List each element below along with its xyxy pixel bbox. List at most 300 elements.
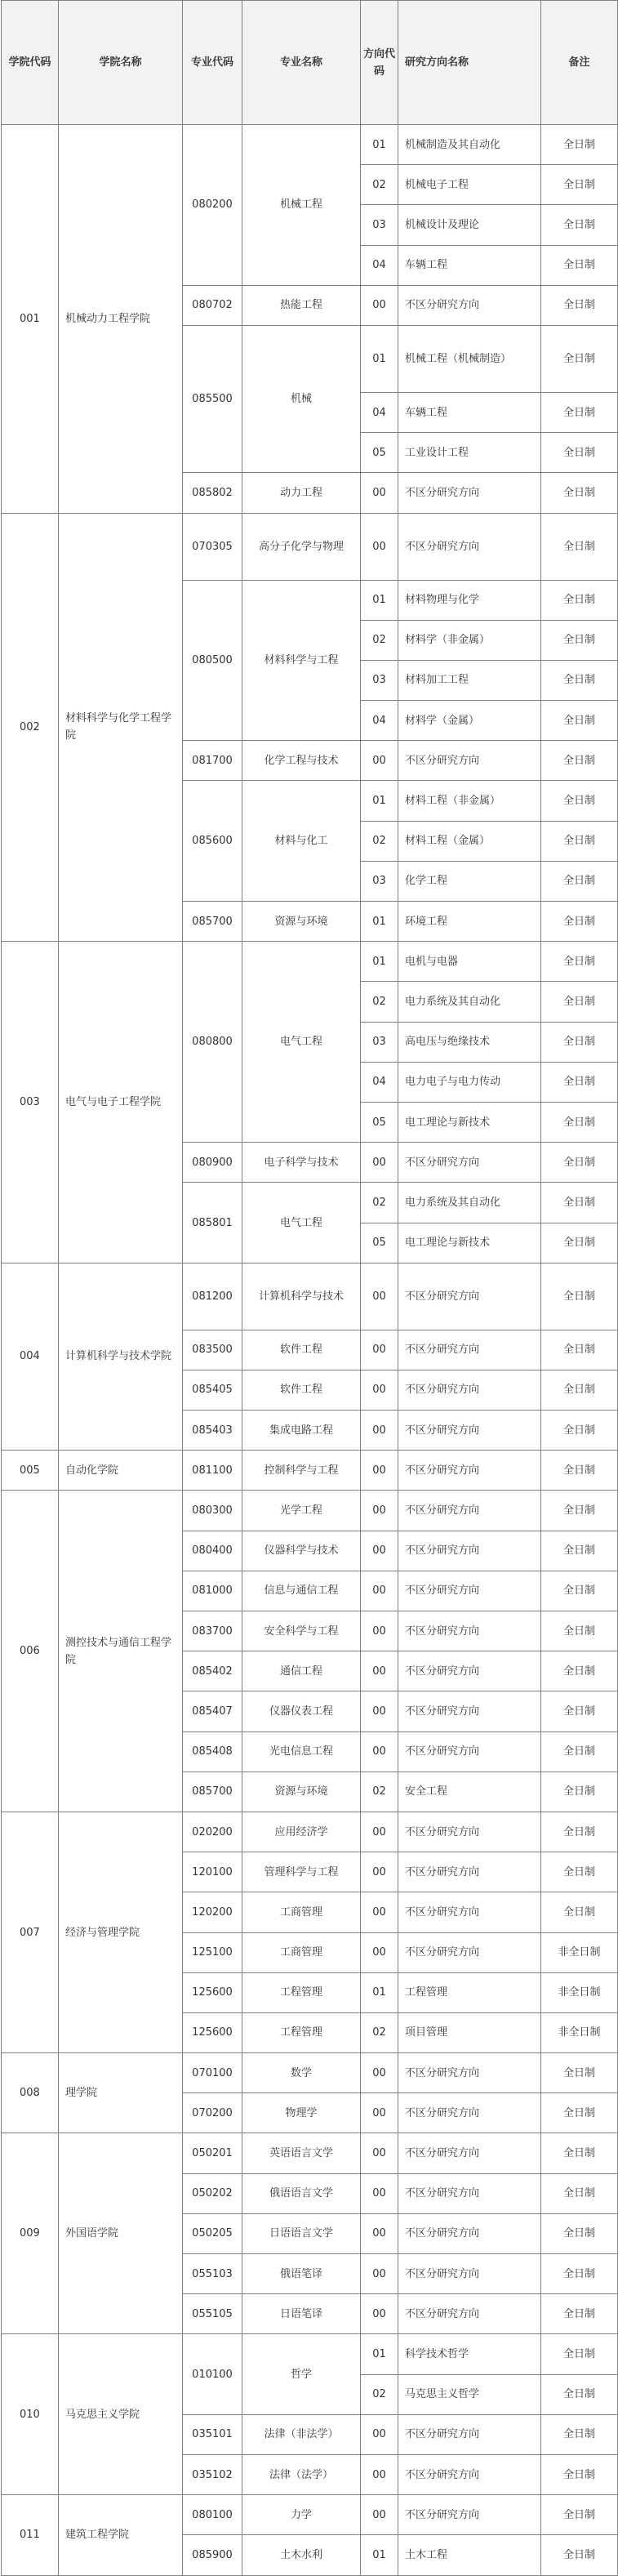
college-code: 010 xyxy=(2,2334,59,2495)
major-code: 080800 xyxy=(183,942,242,1143)
note: 全日制 xyxy=(541,125,618,165)
direction-name: 不区分研究方向 xyxy=(398,1731,541,1772)
college-name: 测控技术与通信工程学院 xyxy=(59,1491,183,1812)
direction-name: 材料学（非金属） xyxy=(398,620,541,660)
college-name: 计算机科学与技术学院 xyxy=(59,1263,183,1451)
note: 非全日制 xyxy=(541,2012,618,2052)
note: 全日制 xyxy=(541,1451,618,1491)
direction-name: 不区分研究方向 xyxy=(398,741,541,781)
direction-code: 00 xyxy=(361,2414,398,2454)
header-major-code: 专业代码 xyxy=(183,1,242,125)
major-name: 电气工程 xyxy=(242,1183,361,1263)
direction-name: 不区分研究方向 xyxy=(398,1571,541,1611)
note: 全日制 xyxy=(541,1330,618,1370)
direction-code: 03 xyxy=(361,205,398,245)
direction-name: 工业设计工程 xyxy=(398,433,541,473)
note: 全日制 xyxy=(541,1102,618,1142)
direction-code: 00 xyxy=(361,1611,398,1651)
direction-code: 02 xyxy=(361,2012,398,2052)
major-code: 085700 xyxy=(183,1772,242,1812)
direction-name: 电工理论与新技术 xyxy=(398,1102,541,1142)
table-row xyxy=(2,513,618,580)
major-code: 120200 xyxy=(183,1892,242,1932)
direction-code: 05 xyxy=(361,433,398,473)
college-code: 009 xyxy=(2,2133,59,2334)
major-name: 电子科学与技术 xyxy=(242,1143,361,1183)
direction-code: 00 xyxy=(361,285,398,325)
direction-code: 00 xyxy=(361,1330,398,1370)
major-name: 土木水利 xyxy=(242,2535,361,2575)
direction-name: 电工理论与新技术 xyxy=(398,1223,541,1263)
table-row xyxy=(2,1812,618,1852)
major-code: 070100 xyxy=(183,2053,242,2093)
major-name: 安全科学与工程 xyxy=(242,1611,361,1651)
major-name: 力学 xyxy=(242,2495,361,2535)
direction-name: 不区分研究方向 xyxy=(398,1651,541,1691)
direction-name: 不区分研究方向 xyxy=(398,2414,541,2454)
note: 全日制 xyxy=(541,2374,618,2414)
direction-name: 不区分研究方向 xyxy=(398,1531,541,1571)
note: 全日制 xyxy=(541,1772,618,1812)
direction-code: 02 xyxy=(361,2374,398,2414)
major-code: 085500 xyxy=(183,325,242,472)
major-name: 物理学 xyxy=(242,2093,361,2133)
direction-code: 00 xyxy=(361,1571,398,1611)
major-name: 机械 xyxy=(242,325,361,472)
major-name: 资源与环境 xyxy=(242,1772,361,1812)
note: 全日制 xyxy=(541,781,618,821)
direction-code: 02 xyxy=(361,165,398,205)
major-name: 软件工程 xyxy=(242,1330,361,1370)
direction-code: 04 xyxy=(361,1062,398,1102)
direction-code: 00 xyxy=(361,1932,398,1972)
note: 全日制 xyxy=(541,660,618,700)
major-code: 070305 xyxy=(183,513,242,580)
direction-code: 04 xyxy=(361,392,398,432)
note: 全日制 xyxy=(541,1062,618,1102)
major-code: 080100 xyxy=(183,2495,242,2535)
table-row xyxy=(2,2495,618,2535)
college-name: 外国语学院 xyxy=(59,2133,183,2334)
direction-name: 机械电子工程 xyxy=(398,165,541,205)
major-name: 工程管理 xyxy=(242,1972,361,2012)
major-code: 125600 xyxy=(183,1972,242,2012)
note: 全日制 xyxy=(541,2414,618,2454)
direction-code: 00 xyxy=(361,1491,398,1531)
header-college-name: 学院名称 xyxy=(59,1,183,125)
direction-name: 高电压与绝缘技术 xyxy=(398,1022,541,1062)
major-name: 仪器科学与技术 xyxy=(242,1531,361,1571)
note: 全日制 xyxy=(541,1731,618,1772)
note: 全日制 xyxy=(541,2334,618,2374)
note: 全日制 xyxy=(541,580,618,620)
major-code: 085700 xyxy=(183,902,242,942)
major-name: 法律（非法学） xyxy=(242,2414,361,2454)
major-code: 035101 xyxy=(183,2414,242,2454)
note: 全日制 xyxy=(541,1611,618,1651)
major-code: 083700 xyxy=(183,1611,242,1651)
direction-name: 材料学（金属） xyxy=(398,701,541,741)
direction-name: 不区分研究方向 xyxy=(398,1263,541,1330)
college-name: 电气与电子工程学院 xyxy=(59,942,183,1263)
major-name: 俄语笔译 xyxy=(242,2254,361,2294)
major-code: 080500 xyxy=(183,580,242,741)
table-row xyxy=(2,125,618,165)
direction-code: 04 xyxy=(361,701,398,741)
major-code: 080702 xyxy=(183,285,242,325)
major-code: 125100 xyxy=(183,1932,242,1972)
major-name: 俄语语言文学 xyxy=(242,2173,361,2213)
direction-name: 不区分研究方向 xyxy=(398,1892,541,1932)
header-major-name: 专业名称 xyxy=(242,1,361,125)
major-code: 120100 xyxy=(183,1852,242,1892)
direction-name: 不区分研究方向 xyxy=(398,2294,541,2334)
direction-name: 不区分研究方向 xyxy=(398,2454,541,2494)
direction-name: 电机与电器 xyxy=(398,942,541,982)
direction-name: 不区分研究方向 xyxy=(398,1932,541,1972)
direction-name: 材料加工工程 xyxy=(398,660,541,700)
header-college-code: 学院代码 xyxy=(2,1,59,125)
direction-code: 01 xyxy=(361,580,398,620)
note: 全日制 xyxy=(541,741,618,781)
note: 全日制 xyxy=(541,982,618,1022)
direction-name: 材料物理与化学 xyxy=(398,580,541,620)
direction-name: 机械制造及其自动化 xyxy=(398,125,541,165)
college-name: 经济与管理学院 xyxy=(59,1812,183,2052)
table-row xyxy=(2,2334,618,2374)
major-name: 工商管理 xyxy=(242,1892,361,1932)
direction-code: 01 xyxy=(361,781,398,821)
direction-code: 02 xyxy=(361,982,398,1022)
note: 非全日制 xyxy=(541,1972,618,2012)
direction-code: 03 xyxy=(361,861,398,901)
direction-name: 车辆工程 xyxy=(398,245,541,285)
direction-code: 00 xyxy=(361,1451,398,1491)
direction-name: 工程管理 xyxy=(398,1972,541,2012)
note: 全日制 xyxy=(541,2093,618,2133)
direction-code: 00 xyxy=(361,2495,398,2535)
note: 全日制 xyxy=(541,1411,618,1451)
major-name: 控制科学与工程 xyxy=(242,1451,361,1491)
major-name: 集成电路工程 xyxy=(242,1411,361,1451)
note: 全日制 xyxy=(541,1223,618,1263)
note: 全日制 xyxy=(541,473,618,513)
direction-name: 不区分研究方向 xyxy=(398,473,541,513)
table-row xyxy=(2,2133,618,2173)
college-code: 004 xyxy=(2,1263,59,1451)
header-direction-code: 方向代码 xyxy=(361,1,398,125)
major-name: 光学工程 xyxy=(242,1491,361,1531)
direction-code: 00 xyxy=(361,1731,398,1772)
college-code: 002 xyxy=(2,513,59,942)
note: 全日制 xyxy=(541,1812,618,1852)
direction-name: 不区分研究方向 xyxy=(398,285,541,325)
major-name: 管理科学与工程 xyxy=(242,1852,361,1892)
direction-name: 不区分研究方向 xyxy=(398,1330,541,1370)
table-row xyxy=(2,1491,618,1531)
direction-name: 不区分研究方向 xyxy=(398,2133,541,2173)
major-name: 材料与化工 xyxy=(242,781,361,902)
note: 全日制 xyxy=(541,2213,618,2253)
major-code: 081200 xyxy=(183,1263,242,1330)
direction-code: 00 xyxy=(361,2454,398,2494)
college-name: 建筑工程学院 xyxy=(59,2495,183,2575)
table-row xyxy=(2,1263,618,1330)
note: 全日制 xyxy=(541,942,618,982)
note: 全日制 xyxy=(541,205,618,245)
major-code: 085801 xyxy=(183,1183,242,1263)
note: 全日制 xyxy=(541,433,618,473)
note: 全日制 xyxy=(541,1852,618,1892)
major-code: 050201 xyxy=(183,2133,242,2173)
direction-code: 00 xyxy=(361,2173,398,2213)
college-code: 007 xyxy=(2,1812,59,2052)
direction-code: 00 xyxy=(361,2294,398,2334)
direction-code: 02 xyxy=(361,1183,398,1223)
direction-name: 机械设计及理论 xyxy=(398,205,541,245)
college-code: 005 xyxy=(2,1451,59,1491)
direction-code: 00 xyxy=(361,1263,398,1330)
direction-name: 不区分研究方向 xyxy=(398,1143,541,1183)
major-name: 高分子化学与物理 xyxy=(242,513,361,580)
major-code: 085403 xyxy=(183,1411,242,1451)
college-code: 003 xyxy=(2,942,59,1263)
note: 全日制 xyxy=(541,1263,618,1330)
note: 全日制 xyxy=(541,902,618,942)
direction-code: 00 xyxy=(361,2254,398,2294)
major-code: 035102 xyxy=(183,2454,242,2494)
note: 全日制 xyxy=(541,861,618,901)
major-code: 050202 xyxy=(183,2173,242,2213)
major-code: 080900 xyxy=(183,1143,242,1183)
major-code: 085900 xyxy=(183,2535,242,2575)
major-name: 英语语言文学 xyxy=(242,2133,361,2173)
major-name: 信息与通信工程 xyxy=(242,1571,361,1611)
major-code: 010100 xyxy=(183,2334,242,2414)
direction-code: 00 xyxy=(361,2093,398,2133)
direction-name: 不区分研究方向 xyxy=(398,1370,541,1410)
note: 全日制 xyxy=(541,701,618,741)
direction-name: 化学工程 xyxy=(398,861,541,901)
direction-name: 不区分研究方向 xyxy=(398,1411,541,1451)
major-code: 055105 xyxy=(183,2294,242,2334)
direction-code: 00 xyxy=(361,1143,398,1183)
direction-name: 不区分研究方向 xyxy=(398,2173,541,2213)
direction-code: 00 xyxy=(361,1370,398,1410)
college-name: 马克思主义学院 xyxy=(59,2334,183,2495)
direction-code: 00 xyxy=(361,1892,398,1932)
major-code: 085407 xyxy=(183,1691,242,1731)
direction-code: 00 xyxy=(361,513,398,580)
college-code: 008 xyxy=(2,2053,59,2133)
direction-code: 05 xyxy=(361,1223,398,1263)
college-name: 材料科学与化学工程学院 xyxy=(59,513,183,942)
college-name: 理学院 xyxy=(59,2053,183,2133)
direction-name: 不区分研究方向 xyxy=(398,1852,541,1892)
direction-code: 00 xyxy=(361,2133,398,2173)
table-row xyxy=(2,2053,618,2093)
table-body xyxy=(2,125,618,2576)
major-code: 083500 xyxy=(183,1330,242,1370)
major-name: 软件工程 xyxy=(242,1370,361,1410)
note: 全日制 xyxy=(541,165,618,205)
direction-code: 01 xyxy=(361,902,398,942)
note: 全日制 xyxy=(541,1022,618,1062)
direction-name: 环境工程 xyxy=(398,902,541,942)
direction-code: 02 xyxy=(361,620,398,660)
major-name: 数学 xyxy=(242,2053,361,2093)
program-table xyxy=(1,0,618,2576)
note: 全日制 xyxy=(541,1892,618,1932)
major-name: 计算机科学与技术 xyxy=(242,1263,361,1330)
note: 非全日制 xyxy=(541,1932,618,1972)
major-code: 085405 xyxy=(183,1370,242,1410)
major-code: 050205 xyxy=(183,2213,242,2253)
major-name: 哲学 xyxy=(242,2334,361,2414)
note: 全日制 xyxy=(541,1143,618,1183)
note: 全日制 xyxy=(541,1531,618,1571)
direction-name: 不区分研究方向 xyxy=(398,513,541,580)
note: 全日制 xyxy=(541,2535,618,2575)
direction-code: 00 xyxy=(361,1852,398,1892)
direction-code: 01 xyxy=(361,1972,398,2012)
direction-name: 电力系统及其自动化 xyxy=(398,1183,541,1223)
major-code: 085600 xyxy=(183,781,242,902)
major-name: 法律（法学） xyxy=(242,2454,361,2494)
direction-name: 不区分研究方向 xyxy=(398,2495,541,2535)
major-code: 055103 xyxy=(183,2254,242,2294)
major-code: 080400 xyxy=(183,1531,242,1571)
major-name: 仪器仪表工程 xyxy=(242,1691,361,1731)
direction-name: 不区分研究方向 xyxy=(398,2093,541,2133)
direction-code: 00 xyxy=(361,1812,398,1852)
college-code: 006 xyxy=(2,1491,59,1812)
major-name: 电气工程 xyxy=(242,942,361,1143)
note: 全日制 xyxy=(541,620,618,660)
major-code: 085408 xyxy=(183,1731,242,1772)
direction-name: 车辆工程 xyxy=(398,392,541,432)
direction-name: 科学技术哲学 xyxy=(398,2334,541,2374)
major-name: 化学工程与技术 xyxy=(242,741,361,781)
direction-code: 02 xyxy=(361,1772,398,1812)
major-name: 热能工程 xyxy=(242,285,361,325)
direction-name: 马克思主义哲学 xyxy=(398,2374,541,2414)
major-name: 应用经济学 xyxy=(242,1812,361,1852)
direction-code: 00 xyxy=(361,473,398,513)
note: 全日制 xyxy=(541,2173,618,2213)
note: 全日制 xyxy=(541,513,618,580)
direction-name: 安全工程 xyxy=(398,1772,541,1812)
note: 全日制 xyxy=(541,1370,618,1410)
direction-name: 电力系统及其自动化 xyxy=(398,982,541,1022)
college-name: 机械动力工程学院 xyxy=(59,125,183,514)
note: 全日制 xyxy=(541,1691,618,1731)
direction-name: 材料工程（金属） xyxy=(398,821,541,861)
note: 全日制 xyxy=(541,2133,618,2173)
major-name: 日语笔译 xyxy=(242,2294,361,2334)
major-code: 020200 xyxy=(183,1812,242,1852)
direction-code: 01 xyxy=(361,2535,398,2575)
major-name: 通信工程 xyxy=(242,1651,361,1691)
direction-code: 01 xyxy=(361,125,398,165)
note: 全日制 xyxy=(541,245,618,285)
college-name: 自动化学院 xyxy=(59,1451,183,1491)
note: 全日制 xyxy=(541,1491,618,1531)
direction-name: 不区分研究方向 xyxy=(398,1812,541,1852)
direction-code: 01 xyxy=(361,325,398,392)
major-name: 光电信息工程 xyxy=(242,1731,361,1772)
college-code: 001 xyxy=(2,125,59,514)
major-code: 085402 xyxy=(183,1651,242,1691)
note: 全日制 xyxy=(541,2495,618,2535)
direction-name: 机械工程（机械制造） xyxy=(398,325,541,392)
major-name: 工商管理 xyxy=(242,1932,361,1972)
direction-code: 00 xyxy=(361,1411,398,1451)
direction-name: 电力电子与电力传动 xyxy=(398,1062,541,1102)
direction-name: 不区分研究方向 xyxy=(398,2254,541,2294)
direction-code: 04 xyxy=(361,245,398,285)
direction-code: 00 xyxy=(361,741,398,781)
note: 全日制 xyxy=(541,1183,618,1223)
direction-name: 不区分研究方向 xyxy=(398,1491,541,1531)
direction-code: 01 xyxy=(361,942,398,982)
major-code: 080300 xyxy=(183,1491,242,1531)
note: 全日制 xyxy=(541,2454,618,2494)
major-code: 085802 xyxy=(183,473,242,513)
header-direction-name: 研究方向名称 xyxy=(398,1,541,125)
major-code: 080200 xyxy=(183,125,242,286)
note: 全日制 xyxy=(541,2294,618,2334)
direction-code: 03 xyxy=(361,1022,398,1062)
direction-code: 00 xyxy=(361,1531,398,1571)
major-name: 日语语言文学 xyxy=(242,2213,361,2253)
direction-code: 03 xyxy=(361,660,398,700)
direction-code: 01 xyxy=(361,2334,398,2374)
table-row xyxy=(2,942,618,982)
note: 全日制 xyxy=(541,2053,618,2093)
direction-code: 02 xyxy=(361,821,398,861)
major-name: 资源与环境 xyxy=(242,902,361,942)
direction-name: 不区分研究方向 xyxy=(398,2053,541,2093)
direction-code: 00 xyxy=(361,2213,398,2253)
college-code: 011 xyxy=(2,2495,59,2575)
direction-code: 00 xyxy=(361,1691,398,1731)
direction-code: 05 xyxy=(361,1102,398,1142)
note: 全日制 xyxy=(541,1571,618,1611)
table-header xyxy=(2,1,618,125)
direction-name: 项目管理 xyxy=(398,2012,541,2052)
header-note: 备注 xyxy=(541,1,618,125)
major-name: 机械工程 xyxy=(242,125,361,286)
note: 全日制 xyxy=(541,1651,618,1691)
note: 全日制 xyxy=(541,392,618,432)
direction-name: 不区分研究方向 xyxy=(398,2213,541,2253)
major-code: 125600 xyxy=(183,2012,242,2052)
direction-code: 00 xyxy=(361,2053,398,2093)
note: 全日制 xyxy=(541,2254,618,2294)
table-row xyxy=(2,1451,618,1491)
direction-name: 材料工程（非金属） xyxy=(398,781,541,821)
major-code: 081100 xyxy=(183,1451,242,1491)
note: 全日制 xyxy=(541,285,618,325)
major-name: 工程管理 xyxy=(242,2012,361,2052)
major-code: 070200 xyxy=(183,2093,242,2133)
note: 全日制 xyxy=(541,325,618,392)
direction-name: 不区分研究方向 xyxy=(398,1451,541,1491)
direction-code: 00 xyxy=(361,1651,398,1691)
direction-name: 不区分研究方向 xyxy=(398,1691,541,1731)
major-code: 081700 xyxy=(183,741,242,781)
